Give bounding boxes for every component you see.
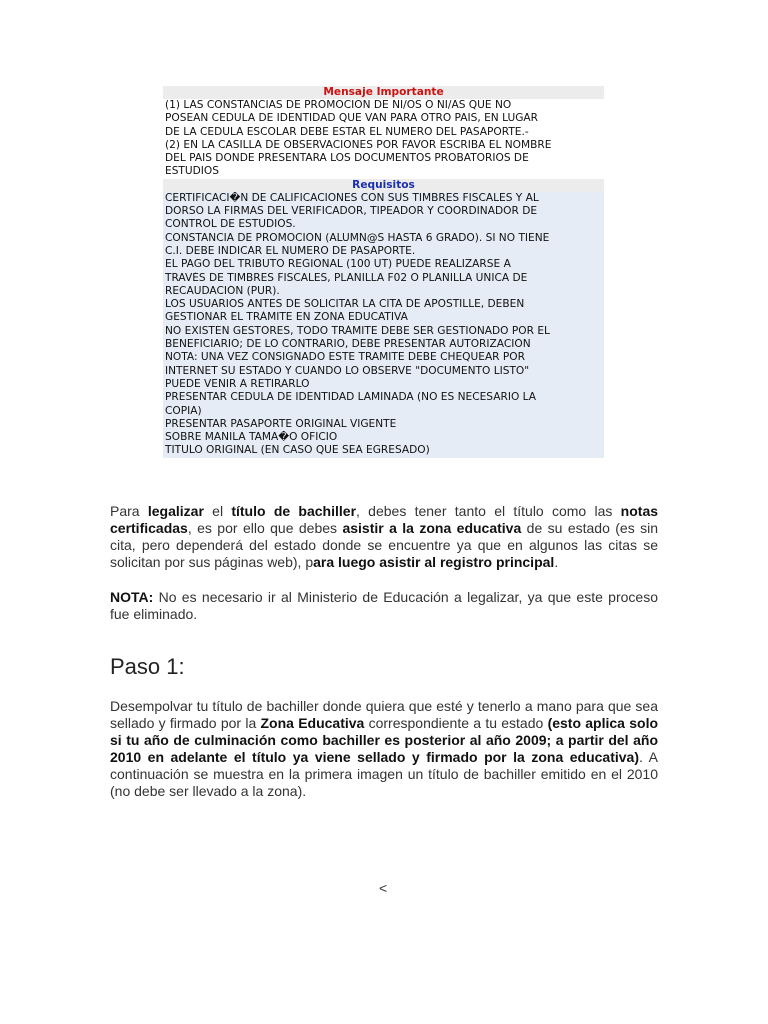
requisito-line: NOTA: UNA VEZ CONSIGNADO ESTE TRAMITE DEBE CHEQUEAR POR	[165, 351, 526, 364]
requisito-line: TRAVÉS DE TIMBRES FISCALES, PLANILLA F02 O PLANILLA ÚNICA DE	[165, 271, 528, 284]
paso-text: Desempolvar tu título de bachiller donde quiera que esté y tenerlo a mano para que sea sellado y firmado por la	[110, 698, 658, 732]
intro-text: de su estado (es sin cita, pero dependerá del estado donde se encuentre ya que en algunos las citas se solicitan por sus páginas web), p	[110, 520, 658, 571]
paso-text: correspondiente a tu estado	[364, 715, 548, 732]
important-line: (1) LAS CONSTANCIAS DE PROMOCION DE NI/OS O NI/AS QUE NO	[165, 99, 512, 111]
requisito-line: GESTIONAR EL TRÁMITE EN ZONA EDUCATIVA	[165, 311, 408, 324]
important-message-body	[163, 99, 604, 179]
requisito-line: RECAUDACIÓN (PUR).	[165, 284, 280, 297]
nota-paragraph	[110, 589, 658, 623]
requisito-line: TITULO ORIGINAL (EN CASO QUE SEA EGRESADO)	[165, 444, 430, 457]
paso-bold: (esto aplica solo si tu año de culminación como bachiller es posterior al año 2009; a partir del año 2010 en adelante el título ya viene sellado y firmado por la zona educativa)	[110, 715, 659, 766]
intro-bold: asistir a la zona educativa	[342, 520, 522, 537]
requisito-line: INTERNET SU ESTADO Y CUANDO LO OBSERVE "DOCUMENTO LISTO"	[165, 364, 530, 377]
intro-text: el	[203, 503, 232, 519]
requisito-line: DORSO LA FIRMAS DEL VERIFICADOR, TIPEADOR Y COORDINADOR DE	[165, 205, 538, 218]
intro-bold: legalizar	[147, 503, 204, 519]
nota-label: NOTA:	[110, 589, 154, 606]
paso-bold: Zona Educativa	[260, 715, 365, 732]
important-line: ESTUDIOS	[165, 165, 219, 178]
intro-text: .	[554, 554, 559, 571]
important-message-title: Mensaje Importante	[163, 86, 604, 99]
requisito-line: COPIA)	[165, 404, 202, 417]
intro-bold: notas certificadas	[110, 503, 659, 537]
intro-paragraph	[110, 503, 658, 571]
nota-text: No es necesario ir al Ministerio de Educación a legalizar, ya que este proceso fue eliminado.	[110, 589, 658, 623]
intro-bold: título de bachiller	[231, 503, 357, 519]
important-line: DE LA CEDULA ESCOLAR DEBE ESTAR EL NUMERO DEL PASAPORTE.-	[165, 125, 529, 138]
requisito-line: PRESENTAR PASAPORTE ORIGINAL VIGENTE	[165, 417, 397, 430]
intro-section	[110, 503, 658, 624]
notice-panel	[163, 86, 604, 458]
requisito-line: CONTROL DE ESTUDIOS.	[165, 218, 296, 231]
paso-1-heading: Paso 1:	[110, 654, 185, 679]
important-line: DEL PAIS DONDE PRESENTARA LOS DOCUMENTOS PROBATORIOS DE	[165, 152, 529, 165]
requisito-line: LOS USUARIOS ANTES DE SOLICITAR LA CITA DE APOSTILLE, DEBEN	[165, 298, 525, 311]
paso-text: . A continuación se muestra en la primera imagen un título de bachiller emitido en el 2010 (no debe ser llevado a la zona).	[110, 749, 658, 800]
intro-text: Para	[110, 503, 148, 519]
requisito-line: CERTIFICACI�N DE CALIFICACIONES CON SUS TIMBRES FISCALES Y AL	[165, 191, 539, 204]
requisito-line: EL PAGO DEL TRIBUTO REGIONAL (100 UT) PUEDE REALIZARSE A	[165, 258, 511, 271]
paso-1-paragraph	[110, 698, 658, 801]
page-mark: <	[379, 880, 388, 896]
requisito-line: PRESENTAR CEDULA DE IDENTIDAD LAMINADA (NO ES NECESARIO LA	[165, 391, 537, 404]
requisitos-title: Requisitos	[163, 179, 604, 192]
requisito-line: CONSTANCIA DE PROMOCION (ALUMN@S HASTA 6 GRADO). SI NO TIENE	[165, 231, 550, 244]
requisito-line: NO EXISTEN GESTORES, TODO TRÁMITE DEBE SER GESTIONADO POR EL	[165, 324, 550, 337]
intro-text: , es por ello que debes	[187, 520, 343, 537]
important-line: (2) EN LA CASILLA DE OBSERVACIONES POR FAVOR ESCRIBA EL NOMBRE	[165, 138, 552, 151]
requisitos-body	[163, 192, 604, 458]
requisito-line: SOBRE MANILA TAMA�O OFICIO	[165, 431, 338, 444]
important-line: POSEAN CEDULA DE IDENTIDAD QUE VAN PARA OTRO PAIS, EN LUGAR	[165, 112, 539, 125]
requisito-line: BENEFICIARIO; DE LO CONTRARIO, DEBE PRESENTAR AUTORIZACIÒN	[165, 338, 531, 351]
requisito-line: C.I. DEBE INDICAR EL NUMERO DE PASAPORTE.	[165, 244, 416, 257]
intro-bold: ara luego asistir al registro principal	[313, 554, 555, 571]
requisito-line: PUEDE VENIR A RETIRARLO	[165, 377, 310, 390]
intro-text: , debes tener tanto el título como las	[356, 503, 621, 519]
